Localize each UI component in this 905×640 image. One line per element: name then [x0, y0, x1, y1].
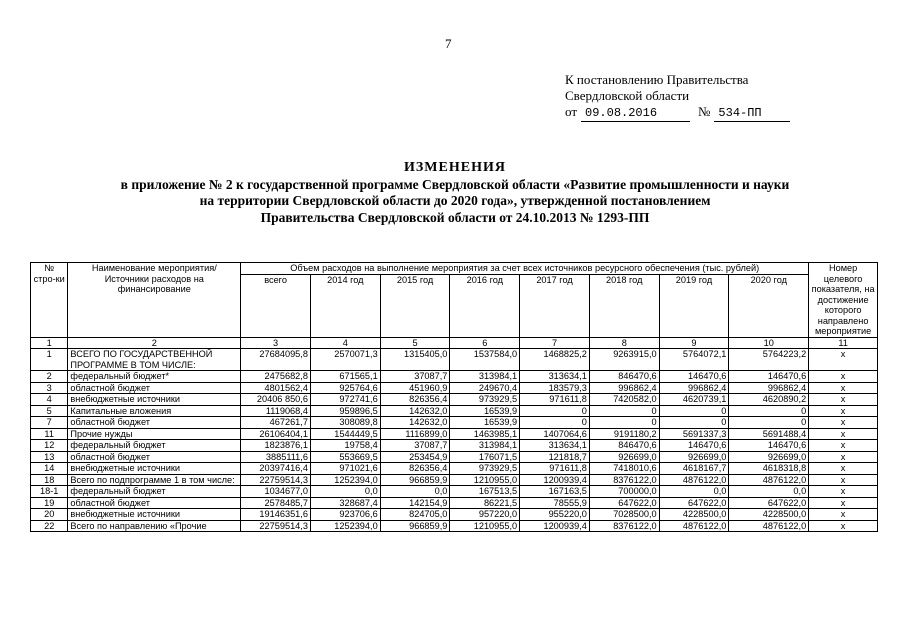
column-number: 10 [729, 337, 809, 349]
row-value: 4618318,8 [729, 463, 809, 475]
row-value: 2475682,8 [241, 371, 311, 383]
row-value: 973929,5 [450, 394, 520, 406]
row-value: 3885111,6 [241, 451, 311, 463]
row-value: 146470,6 [659, 440, 729, 452]
row-number: 18-1 [31, 486, 68, 498]
row-target: x [809, 394, 878, 406]
row-value: 4618167,7 [659, 463, 729, 475]
row-value: 923706,6 [310, 509, 380, 521]
header-volume: Объем расходов на выполнение мероприятия за счет всех источников ресурсного обеспечения (тыс. рублей) [241, 263, 809, 275]
table-row [31, 509, 878, 521]
row-target: x [809, 520, 878, 532]
row-value: 4876122,0 [659, 520, 729, 532]
row-name: Всего по подпрограмме 1 в том числе: [68, 474, 241, 486]
table-row [31, 463, 878, 475]
row-value: 926699,0 [659, 451, 729, 463]
table-row [31, 474, 878, 486]
row-name: областной бюджет [68, 497, 241, 509]
row-value: 0 [729, 405, 809, 417]
row-value: 4620890,2 [729, 394, 809, 406]
row-value: 167163,5 [520, 486, 590, 498]
row-value: 1407064,6 [520, 428, 590, 440]
row-value: 20397416,4 [241, 463, 311, 475]
row-value: 22759514,3 [241, 520, 311, 532]
column-number: 1 [31, 337, 68, 349]
row-value: 1034677,0 [241, 486, 311, 498]
header-year: 2019 год [659, 274, 729, 337]
row-value: 647622,0 [729, 497, 809, 509]
header-year: 2020 год [729, 274, 809, 337]
row-value: 19146351,6 [241, 509, 311, 521]
row-value: 671565,1 [310, 371, 380, 383]
header-row-no: № стро-ки [31, 263, 68, 338]
row-value: 313634,1 [520, 371, 590, 383]
row-value: 16539,9 [450, 417, 520, 429]
row-number: 4 [31, 394, 68, 406]
row-value: 121818,7 [520, 451, 590, 463]
row-value: 553669,5 [310, 451, 380, 463]
row-name: областной бюджет [68, 417, 241, 429]
row-value: 4876122,0 [659, 474, 729, 486]
row-value: 1823876,1 [241, 440, 311, 452]
row-value: 700000,0 [589, 486, 659, 498]
row-value: 26106404,1 [241, 428, 311, 440]
row-target: x [809, 451, 878, 463]
row-number: 7 [31, 417, 68, 429]
column-number: 5 [380, 337, 450, 349]
row-target: x [809, 371, 878, 383]
row-name: областной бюджет [68, 451, 241, 463]
heading-line-2: в приложение № 2 к государственной программе Свердловской области «Развитие промышленности и науки [120, 176, 790, 192]
row-value: 0 [729, 417, 809, 429]
row-value: 16539,9 [450, 405, 520, 417]
row-value: 5764072,1 [659, 349, 729, 371]
row-value: 146470,6 [659, 371, 729, 383]
row-value: 1200939,4 [520, 474, 590, 486]
row-value: 5691337,3 [659, 428, 729, 440]
row-value: 142154,9 [380, 497, 450, 509]
row-target: x [809, 382, 878, 394]
row-value: 146470,6 [729, 371, 809, 383]
row-target: x [809, 463, 878, 475]
row-value: 176071,5 [450, 451, 520, 463]
column-number: 11 [809, 337, 878, 349]
row-value: 971611,8 [520, 394, 590, 406]
row-value: 1468825,2 [520, 349, 590, 371]
row-value: 7420582,0 [589, 394, 659, 406]
row-value: 846470,6 [589, 440, 659, 452]
row-value: 451960,9 [380, 382, 450, 394]
row-value: 78555,9 [520, 497, 590, 509]
appendix-line-2: Свердловской области [565, 88, 690, 103]
row-name: внебюджетные источники [68, 509, 241, 521]
row-value: 959896,5 [310, 405, 380, 417]
row-value: 971611,8 [520, 463, 590, 475]
row-name: федеральный бюджет* [68, 371, 241, 383]
row-value: 167513,5 [450, 486, 520, 498]
row-value: 1200939,4 [520, 520, 590, 532]
row-value: 1119068,4 [241, 405, 311, 417]
row-value: 2570071,3 [310, 349, 380, 371]
number-label: № [698, 104, 711, 119]
row-value: 7418010,6 [589, 463, 659, 475]
row-value: 8376122,0 [589, 474, 659, 486]
header-year: 2016 год [450, 274, 520, 337]
row-number: 3 [31, 382, 68, 394]
row-value: 826356,4 [380, 394, 450, 406]
row-value: 846470,6 [589, 371, 659, 383]
header-year: 2015 год [380, 274, 450, 337]
changes-table [30, 262, 878, 532]
row-name: федеральный бюджет [68, 440, 241, 452]
appendix-reference [565, 72, 790, 122]
row-name: внебюджетные источники [68, 394, 241, 406]
row-value: 328687,4 [310, 497, 380, 509]
row-number: 19 [31, 497, 68, 509]
row-value: 647622,0 [659, 497, 729, 509]
row-value: 467261,7 [241, 417, 311, 429]
row-number: 11 [31, 428, 68, 440]
row-value: 142632,0 [380, 405, 450, 417]
row-target: x [809, 405, 878, 417]
header-target: Номер целевого показателя, на достижение которого направлено мероприятие [809, 263, 878, 338]
row-value: 973929,5 [450, 463, 520, 475]
row-value: 972741,6 [310, 394, 380, 406]
appendix-line-3 [565, 104, 790, 122]
page-number: 7 [445, 36, 452, 51]
row-value: 0,0 [729, 486, 809, 498]
header-row-1 [31, 263, 878, 275]
table-row [31, 349, 878, 371]
column-number: 8 [589, 337, 659, 349]
table-row [31, 451, 878, 463]
row-value: 9263915,0 [589, 349, 659, 371]
table-row [31, 428, 878, 440]
row-value: 0 [659, 405, 729, 417]
row-value: 27684095,8 [241, 349, 311, 371]
row-number: 1 [31, 349, 68, 371]
row-number: 12 [31, 440, 68, 452]
row-number: 2 [31, 371, 68, 383]
row-value: 5764223,2 [729, 349, 809, 371]
header-name: Наименование мероприятия/ Источники расходов на финансирование [68, 263, 241, 338]
column-number: 4 [310, 337, 380, 349]
row-value: 1210955,0 [450, 520, 520, 532]
row-number: 13 [31, 451, 68, 463]
column-numbers-row [31, 337, 878, 349]
row-value: 313984,1 [450, 440, 520, 452]
header-year: 2014 год [310, 274, 380, 337]
row-value: 1537584,0 [450, 349, 520, 371]
row-value: 647622,0 [589, 497, 659, 509]
row-value: 4801562,4 [241, 382, 311, 394]
table-row [31, 394, 878, 406]
row-target: x [809, 509, 878, 521]
row-value: 19758,4 [310, 440, 380, 452]
row-value: 4228500,0 [729, 509, 809, 521]
row-value: 22759514,3 [241, 474, 311, 486]
row-value: 313984,1 [450, 371, 520, 383]
row-value: 0 [520, 405, 590, 417]
row-value: 20406 850,6 [241, 394, 311, 406]
row-target: x [809, 474, 878, 486]
resolution-number: 534-ПП [714, 105, 790, 122]
row-value: 0 [520, 417, 590, 429]
row-value: 996862,4 [659, 382, 729, 394]
row-value: 1315405,0 [380, 349, 450, 371]
from-label: от [565, 104, 578, 119]
header-year: 2018 год [589, 274, 659, 337]
row-target: x [809, 440, 878, 452]
appendix-line-1: К постановлению Правительства [565, 72, 749, 87]
heading-line-3: на территории Свердловской области до 2020 года», утвержденной постановлением [199, 193, 711, 208]
row-target: x [809, 417, 878, 429]
row-value: 313634,1 [520, 440, 590, 452]
table-row [31, 486, 878, 498]
row-name: Капитальные вложения [68, 405, 241, 417]
row-value: 1252394,0 [310, 520, 380, 532]
row-value: 37087,7 [380, 440, 450, 452]
table-row [31, 382, 878, 394]
row-value: 37087,7 [380, 371, 450, 383]
row-value: 308089,8 [310, 417, 380, 429]
row-value: 925764,6 [310, 382, 380, 394]
row-target: x [809, 428, 878, 440]
row-value: 1252394,0 [310, 474, 380, 486]
row-value: 966859,9 [380, 520, 450, 532]
heading-title: ИЗМЕНЕНИЯ [404, 160, 506, 175]
row-value: 0,0 [380, 486, 450, 498]
row-target: x [809, 486, 878, 498]
row-value: 996862,4 [729, 382, 809, 394]
row-value: 971021,6 [310, 463, 380, 475]
row-number: 18 [31, 474, 68, 486]
row-value: 0 [659, 417, 729, 429]
row-number: 22 [31, 520, 68, 532]
row-value: 926699,0 [729, 451, 809, 463]
table-row [31, 417, 878, 429]
row-value: 957220,0 [450, 509, 520, 521]
table-row [31, 405, 878, 417]
column-number: 6 [450, 337, 520, 349]
row-name: областной бюджет [68, 382, 241, 394]
row-value: 253454,9 [380, 451, 450, 463]
row-value: 8376122,0 [589, 520, 659, 532]
row-number: 20 [31, 509, 68, 521]
row-value: 1210955,0 [450, 474, 520, 486]
row-value: 826356,4 [380, 463, 450, 475]
row-value: 1544449,5 [310, 428, 380, 440]
row-value: 183579,3 [520, 382, 590, 394]
table-row [31, 520, 878, 532]
row-value: 142632,0 [380, 417, 450, 429]
row-value: 249670,4 [450, 382, 520, 394]
row-value: 9191180,2 [589, 428, 659, 440]
resolution-date: 09.08.2016 [581, 105, 690, 122]
row-target: x [809, 497, 878, 509]
table-row [31, 497, 878, 509]
column-number: 2 [68, 337, 241, 349]
column-number: 9 [659, 337, 729, 349]
row-name: внебюджетные источники [68, 463, 241, 475]
row-value: 4876122,0 [729, 474, 809, 486]
row-name: Всего по направлению «Прочие [68, 520, 241, 532]
row-name: Прочие нужды [68, 428, 241, 440]
row-value: 0,0 [659, 486, 729, 498]
row-value: 5691488,4 [729, 428, 809, 440]
row-value: 4876122,0 [729, 520, 809, 532]
row-value: 0 [589, 417, 659, 429]
column-number: 3 [241, 337, 311, 349]
row-value: 86221,5 [450, 497, 520, 509]
row-value: 926699,0 [589, 451, 659, 463]
row-number: 14 [31, 463, 68, 475]
row-target: x [809, 349, 878, 371]
row-value: 4620739,1 [659, 394, 729, 406]
column-number: 7 [520, 337, 590, 349]
table-row [31, 371, 878, 383]
row-value: 1463985,1 [450, 428, 520, 440]
table-row [31, 440, 878, 452]
row-name: ВСЕГО ПО ГОСУДАРСТВЕННОЙ ПРОГРАММЕ В ТОМ ЧИСЛЕ: [68, 349, 241, 371]
row-value: 146470,6 [729, 440, 809, 452]
header-year: 2017 год [520, 274, 590, 337]
row-name: федеральный бюджет [68, 486, 241, 498]
row-value: 4228500,0 [659, 509, 729, 521]
row-value: 1116899,0 [380, 428, 450, 440]
row-number: 5 [31, 405, 68, 417]
row-value: 7028500,0 [589, 509, 659, 521]
row-value: 2578485,7 [241, 497, 311, 509]
document-heading [40, 160, 870, 226]
header-year: всего [241, 274, 311, 337]
row-value: 824705,0 [380, 509, 450, 521]
row-value: 0,0 [310, 486, 380, 498]
row-value: 966859,9 [380, 474, 450, 486]
heading-line-4: Правительства Свердловской области от 24.10.2013 № 1293-ПП [260, 209, 650, 225]
row-value: 955220,0 [520, 509, 590, 521]
row-value: 996862,4 [589, 382, 659, 394]
row-value: 0 [589, 405, 659, 417]
